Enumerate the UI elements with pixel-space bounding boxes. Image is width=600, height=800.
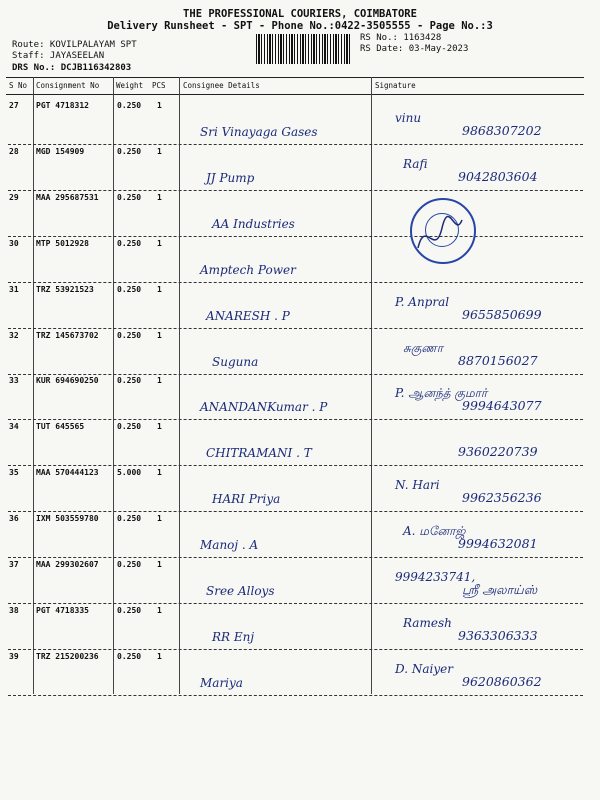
row-consignment-no: KUR 694690250 bbox=[36, 376, 99, 385]
col-weight-header: Weight bbox=[116, 81, 144, 90]
drs-number: DRS No.: DCJB116342803 bbox=[12, 63, 132, 73]
barcode bbox=[256, 34, 352, 64]
row-divider bbox=[8, 328, 583, 329]
column-divider bbox=[179, 77, 180, 694]
row-consignee-handwritten: AA Industries bbox=[212, 217, 295, 231]
row-signature-name: D. Naiyer bbox=[395, 662, 453, 676]
row-divider bbox=[8, 374, 583, 375]
row-signature-name: 9994233741, bbox=[395, 570, 476, 584]
row-consignee-handwritten: CHITRAMANI . T bbox=[206, 446, 312, 460]
row-signature-name: Rafi bbox=[403, 157, 428, 171]
row-pcs: 1 bbox=[157, 652, 162, 661]
row-pcs: 1 bbox=[157, 422, 162, 431]
row-divider bbox=[8, 511, 583, 512]
row-consignment-no: TUT 645565 bbox=[36, 422, 85, 431]
row-sno: 33 bbox=[9, 376, 19, 385]
row-sno: 30 bbox=[9, 239, 19, 248]
row-consignment-no: TRZ 215200236 bbox=[36, 652, 99, 661]
row-pcs: 1 bbox=[157, 101, 162, 110]
row-signature-phone: 9360220739 bbox=[458, 444, 538, 459]
row-divider bbox=[8, 603, 583, 604]
row-consignment-no: PGT 4718335 bbox=[36, 606, 89, 615]
row-weight: 0.250 bbox=[117, 147, 142, 156]
row-signature-phone: ஸ்ரீ அலாய்ஸ் bbox=[462, 582, 538, 597]
row-weight: 5.000 bbox=[117, 468, 142, 477]
row-signature-phone: 9994643077 bbox=[462, 398, 542, 413]
row-sno: 32 bbox=[9, 331, 19, 340]
row-sno: 31 bbox=[9, 285, 19, 294]
row-weight: 0.250 bbox=[117, 606, 142, 615]
row-consignee-handwritten: Amptech Power bbox=[200, 263, 296, 277]
row-signature-phone: 9363306333 bbox=[458, 628, 538, 643]
row-consignment-no: MAA 299302607 bbox=[36, 560, 99, 569]
row-signature-phone: 9042803604 bbox=[458, 169, 538, 184]
row-weight: 0.250 bbox=[117, 422, 142, 431]
row-consignee-handwritten: Sri Vinayaga Gases bbox=[200, 125, 318, 139]
row-weight: 0.250 bbox=[117, 560, 142, 569]
col-signature-header: Signature bbox=[375, 81, 416, 90]
row-signature-name: Ramesh bbox=[403, 616, 452, 630]
row-pcs: 1 bbox=[157, 331, 162, 340]
signature-scribble bbox=[410, 208, 470, 268]
row-signature-name: vinu bbox=[395, 111, 422, 125]
row-pcs: 1 bbox=[157, 193, 162, 202]
row-pcs: 1 bbox=[157, 376, 162, 385]
row-divider bbox=[8, 557, 583, 558]
row-consignment-no: MTP 5012928 bbox=[36, 239, 89, 248]
column-divider bbox=[113, 77, 114, 694]
row-consignee-handwritten: RR Enj bbox=[212, 630, 255, 644]
row-sno: 29 bbox=[9, 193, 19, 202]
row-pcs: 1 bbox=[157, 606, 162, 615]
row-weight: 0.250 bbox=[117, 331, 142, 340]
row-weight: 0.250 bbox=[117, 376, 142, 385]
col-sno-header: S No bbox=[9, 81, 28, 90]
row-divider bbox=[8, 419, 583, 420]
row-consignee-handwritten: Suguna bbox=[212, 355, 259, 369]
row-consignee-handwritten: Sree Alloys bbox=[206, 584, 275, 598]
row-signature-phone: 9620860362 bbox=[462, 674, 542, 689]
row-divider bbox=[8, 144, 583, 145]
row-consignee-handwritten: ANARESH . P bbox=[206, 309, 290, 323]
row-signature-phone: 8870156027 bbox=[458, 353, 538, 368]
row-sno: 34 bbox=[9, 422, 19, 431]
row-sno: 27 bbox=[9, 101, 19, 110]
row-signature-name: P. ஆனந்த் குமார் bbox=[395, 386, 488, 400]
row-sno: 39 bbox=[9, 652, 19, 661]
row-weight: 0.250 bbox=[117, 285, 142, 294]
route-label: Route: KOVILPALAYAM SPT bbox=[12, 40, 137, 50]
row-signature-name: P. Anpral bbox=[395, 295, 450, 309]
row-weight: 0.250 bbox=[117, 652, 142, 661]
col-consignee-header: Consignee Details bbox=[183, 81, 260, 90]
row-consignment-no: PGT 4718312 bbox=[36, 101, 89, 110]
row-weight: 0.250 bbox=[117, 239, 142, 248]
row-sno: 28 bbox=[9, 147, 19, 156]
row-divider bbox=[8, 649, 583, 650]
row-pcs: 1 bbox=[157, 514, 162, 523]
row-consignee-handwritten: Manoj . A bbox=[200, 538, 259, 552]
rs-number: RS No.: 1163428 bbox=[360, 33, 442, 43]
row-consignment-no: MAA 295687531 bbox=[36, 193, 99, 202]
row-signature-phone: 9994632081 bbox=[458, 536, 538, 551]
row-consignee-handwritten: JJ Pump bbox=[206, 171, 255, 185]
rs-date: RS Date: 03-May-2023 bbox=[360, 44, 469, 54]
row-divider bbox=[8, 695, 583, 696]
row-signature-phone: 9962356236 bbox=[462, 490, 542, 505]
row-divider bbox=[8, 236, 583, 237]
company-title: THE PROFESSIONAL COURIERS, COIMBATORE bbox=[183, 8, 417, 20]
row-weight: 0.250 bbox=[117, 101, 142, 110]
table-top-rule bbox=[6, 77, 584, 78]
row-consignment-no: TRZ 53921523 bbox=[36, 285, 94, 294]
row-weight: 0.250 bbox=[117, 514, 142, 523]
row-sno: 35 bbox=[9, 468, 19, 477]
row-signature-phone: 9868307202 bbox=[462, 123, 542, 138]
runsheet-subtitle: Delivery Runsheet - SPT - Phone No.:0422-3505555 - Page No.:3 bbox=[107, 20, 493, 32]
column-divider bbox=[33, 77, 34, 694]
row-consignee-handwritten: HARI Priya bbox=[212, 492, 281, 506]
column-divider bbox=[371, 77, 372, 694]
row-signature-phone: 9655850699 bbox=[462, 307, 542, 322]
row-sno: 38 bbox=[9, 606, 19, 615]
row-pcs: 1 bbox=[157, 285, 162, 294]
row-consignment-no: MGD 154909 bbox=[36, 147, 85, 156]
col-pcs-header: PCS bbox=[152, 81, 166, 90]
row-consignee-handwritten: ANANDANKumar . P bbox=[200, 400, 328, 414]
row-pcs: 1 bbox=[157, 560, 162, 569]
row-signature-name: A. மனோஜ் bbox=[403, 524, 466, 538]
row-sno: 36 bbox=[9, 514, 19, 523]
header-bottom-rule bbox=[6, 94, 584, 95]
row-divider bbox=[8, 465, 583, 466]
row-pcs: 1 bbox=[157, 468, 162, 477]
row-consignment-no: TRZ 145673702 bbox=[36, 331, 99, 340]
row-divider bbox=[8, 282, 583, 283]
row-sno: 37 bbox=[9, 560, 19, 569]
row-divider bbox=[8, 190, 583, 191]
row-consignee-handwritten: Mariya bbox=[200, 676, 243, 690]
row-pcs: 1 bbox=[157, 239, 162, 248]
row-signature-name: சுகுணா bbox=[403, 341, 443, 355]
col-consignment-header: Consignment No bbox=[36, 81, 100, 90]
row-consignment-no: MAA 570444123 bbox=[36, 468, 99, 477]
row-pcs: 1 bbox=[157, 147, 162, 156]
row-signature-name: N. Hari bbox=[395, 478, 440, 492]
row-weight: 0.250 bbox=[117, 193, 142, 202]
staff-label: Staff: JAYASEELAN bbox=[12, 51, 105, 61]
row-consignment-no: IXM 503559780 bbox=[36, 514, 99, 523]
